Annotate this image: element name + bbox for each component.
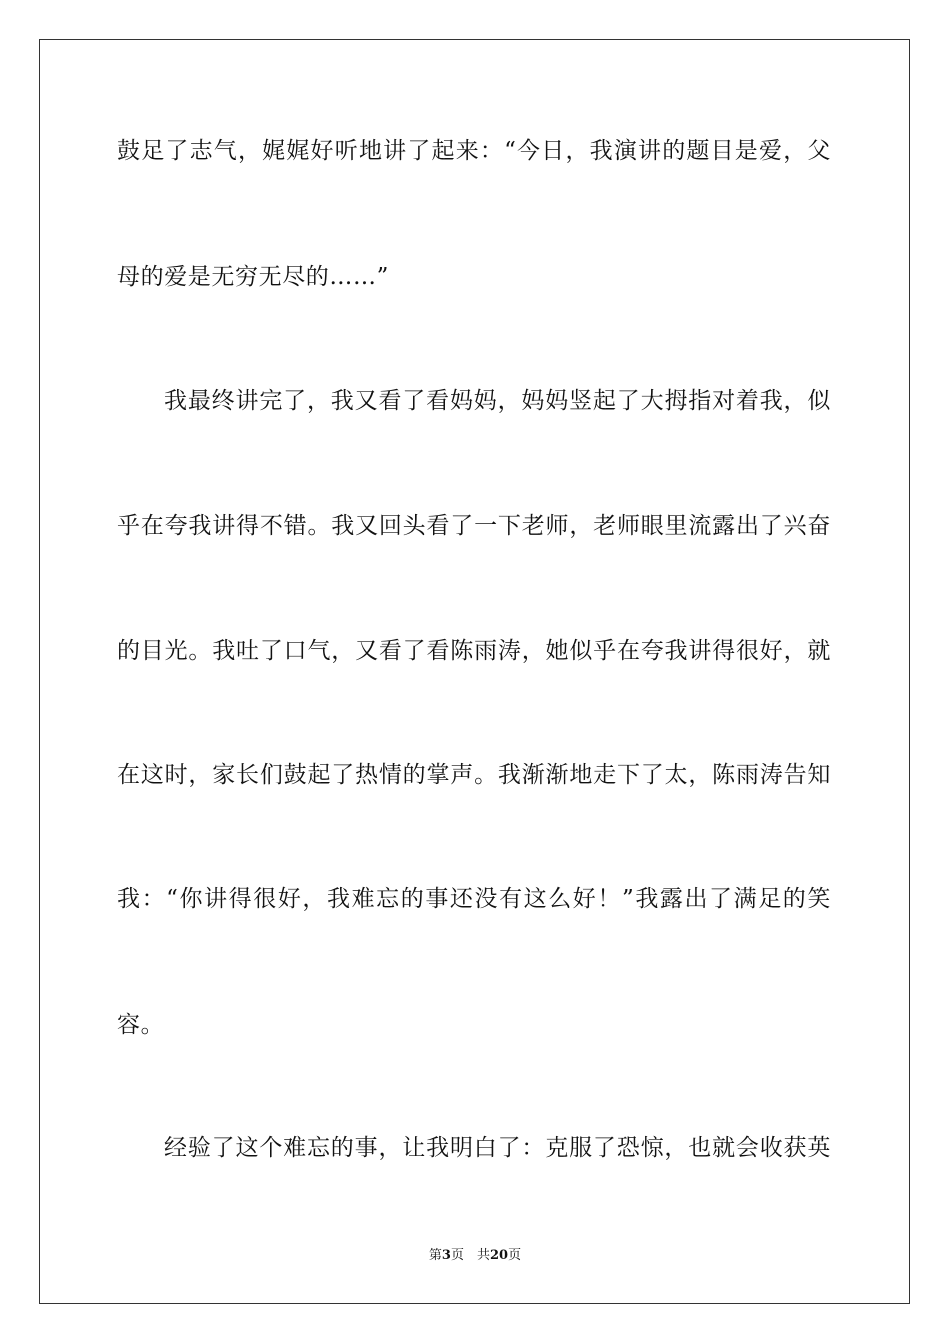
text-line: 鼓足了志气，娓娓好听地讲了起来：“今日，我演讲的题目是爱，父 — [117, 138, 831, 164]
text-line: 我：“你讲得很好，我难忘的事还没有这么好！”我露出了满足的笑 — [117, 886, 831, 912]
text-line: 乎在夸我讲得不错。我又回头看了一下老师，老师眼里流露出了兴奋 — [117, 513, 831, 539]
text-line: 母的爱是无穷无尽的……” — [117, 264, 389, 290]
text-line: 经验了这个难忘的事，让我明白了：克服了恐惊，也就会收获英 — [164, 1135, 831, 1161]
text-line: 的目光。我吐了口气，又看了看陈雨涛，她似乎在夸我讲得很好，就 — [117, 638, 831, 664]
current-page-number: 3 — [441, 1248, 451, 1263]
page-suffix: 页 — [508, 1248, 522, 1263]
text-line: 容。 — [117, 1012, 165, 1038]
page-mid: 页 共 — [450, 1248, 490, 1263]
total-page-number: 20 — [489, 1248, 509, 1263]
text-line: 在这时，家长们鼓起了热情的掌声。我渐渐地走下了太，陈雨涛告知 — [117, 762, 831, 788]
page-border — [39, 39, 910, 1304]
page-prefix: 第 — [428, 1248, 442, 1263]
page-number-footer — [0, 1248, 950, 1264]
text-line: 我最终讲完了，我又看了看妈妈，妈妈竖起了大拇指对着我，似 — [164, 388, 831, 414]
